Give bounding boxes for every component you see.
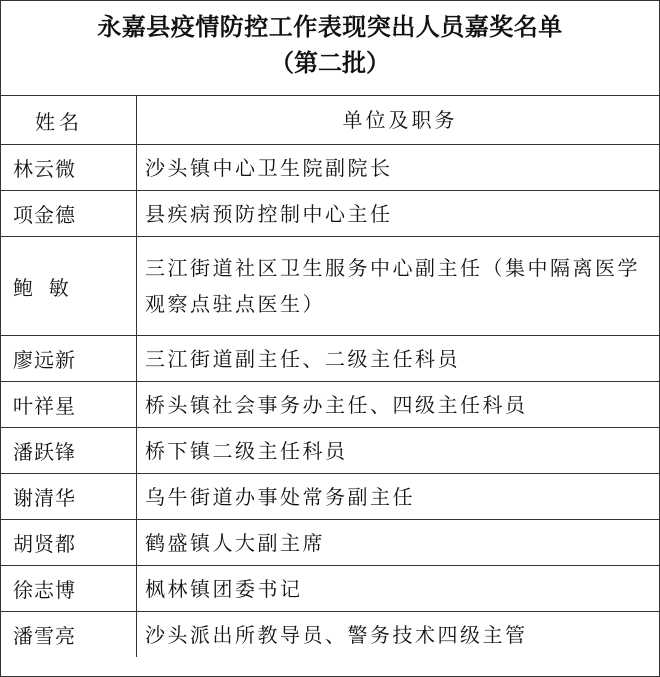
award-table [1, 96, 659, 657]
person-role: 县疾病预防控制中心主任 [137, 191, 660, 237]
table-row [1, 145, 659, 191]
table-row [1, 520, 659, 566]
person-role: 桥下镇二级主任科员 [137, 428, 660, 474]
person-role: 桥头镇社会事务办主任、四级主任科员 [137, 382, 660, 428]
person-role: 三江街道社区卫生服务中心副主任（集中隔离医学观察点驻点医生） [137, 237, 660, 336]
document-title: 永嘉县疫情防控工作表现突出人员嘉奖名单 [97, 13, 563, 41]
person-name: 叶祥星 [1, 382, 137, 428]
table-row [1, 237, 659, 336]
column-header-role: 单位及职务 [342, 108, 458, 132]
table-row [1, 566, 659, 612]
person-role: 枫林镇团委书记 [137, 566, 660, 612]
table-row [1, 474, 659, 520]
table-row [1, 336, 659, 382]
person-name: 林云微 [1, 145, 137, 191]
person-role: 鹤盛镇人大副主席 [137, 520, 660, 566]
person-role: 乌牛街道办事处常务副主任 [137, 474, 660, 520]
document-subtitle: （第二批） [270, 49, 390, 77]
person-name: 谢清华 [1, 474, 137, 520]
person-name: 鲍 敏 [1, 237, 137, 336]
column-header-name: 姓名 [1, 96, 137, 145]
person-name: 潘雪亮 [1, 612, 137, 658]
person-role: 沙头派出所教导员、警务技术四级主管 [137, 612, 660, 658]
document-header [1, 1, 659, 96]
table-row [1, 382, 659, 428]
person-name: 项金德 [1, 191, 137, 237]
person-name: 廖远新 [1, 336, 137, 382]
table-row [1, 612, 659, 658]
person-role: 三江街道副主任、二级主任科员 [137, 336, 660, 382]
person-role: 沙头镇中心卫生院副院长 [137, 145, 660, 191]
person-name: 徐志博 [1, 566, 137, 612]
person-name: 潘跃锋 [1, 428, 137, 474]
table-row [1, 428, 659, 474]
table-header-row [1, 96, 659, 145]
person-name: 胡贤都 [1, 520, 137, 566]
table-row [1, 191, 659, 237]
